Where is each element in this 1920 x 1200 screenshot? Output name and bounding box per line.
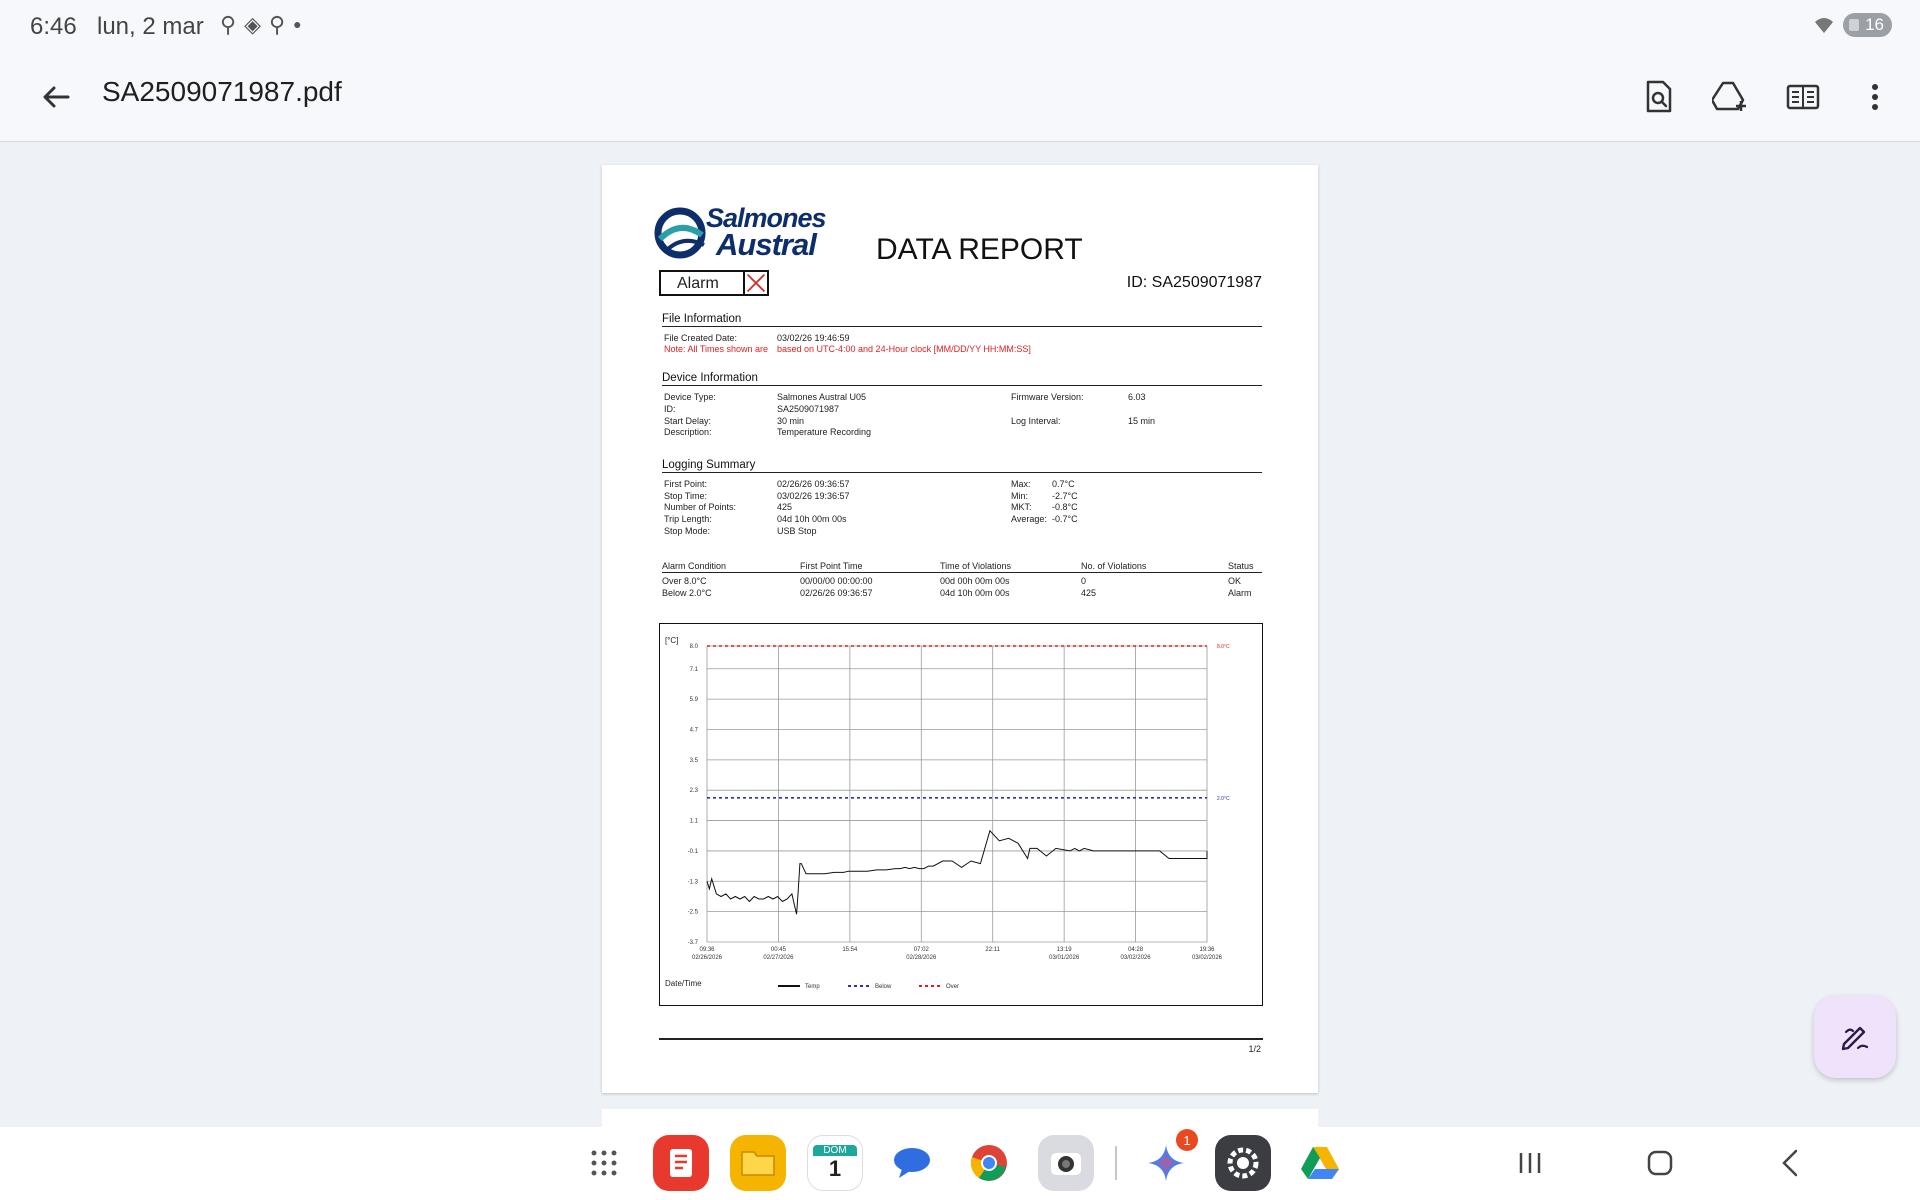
summary-label: Stop Time: — [664, 491, 708, 501]
chrome-button[interactable] — [961, 1135, 1017, 1191]
y-axis-label: [°C] — [665, 636, 679, 645]
device-value: Salmones Austral U05 — [777, 392, 867, 402]
add-to-drive-button[interactable] — [1706, 72, 1756, 122]
y-tick-label: 2.3 — [689, 788, 698, 795]
alarm-table-cell: 04d 10h 00m 00s — [940, 588, 1010, 598]
stat-value: 0.7°C — [1052, 479, 1075, 489]
dock-separator — [1115, 1146, 1117, 1180]
y-tick-label: 7.1 — [689, 666, 698, 673]
alarm-table-cell: Below 2.0°C — [662, 588, 712, 598]
summary-value: 02/26/26 09:36:57 — [777, 479, 850, 489]
stat-label: Min: — [1011, 491, 1029, 501]
summary-label: Stop Mode: — [664, 526, 711, 536]
annotate-button[interactable] — [1814, 996, 1896, 1078]
notes-app-button[interactable] — [653, 1135, 709, 1191]
more-notifications-dot-icon: ● — [293, 16, 302, 32]
temperature-series-line — [707, 831, 1207, 915]
firmware-value: 6.03 — [1128, 392, 1146, 402]
report-id: ID: SA2509071987 — [1126, 274, 1262, 291]
company-logo — [654, 203, 834, 263]
my-files-icon — [739, 1147, 777, 1179]
find-in-document-button[interactable] — [1634, 72, 1684, 122]
device-value: SA2509071987 — [777, 404, 840, 414]
summary-label: First Point: — [664, 479, 708, 489]
legend-label: Temp — [805, 984, 820, 990]
summary-label: Trip Length: — [664, 514, 712, 524]
y-tick-label: -0.1 — [687, 848, 698, 855]
x-tick-label: 09:36 — [699, 947, 715, 953]
app-dock — [576, 1132, 1348, 1191]
drive-icon — [1300, 1145, 1340, 1181]
alarm-table-cell: Over 8.0°C — [662, 576, 707, 586]
stat-value: -0.7°C — [1052, 514, 1078, 524]
wifi-icon — [1813, 16, 1835, 34]
alarm-table-cell: 00d 00h 00m 00s — [940, 576, 1010, 586]
device-label: Device Type: — [664, 392, 716, 402]
summary-label: Number of Points: — [664, 502, 737, 512]
x-tick-date-label: 02/28/2026 — [906, 955, 937, 961]
log-interval-value: 15 min — [1128, 416, 1156, 426]
summary-value: 425 — [777, 502, 793, 512]
home-icon — [1647, 1150, 1673, 1176]
device-info-heading: Device Information — [662, 372, 1262, 386]
time-note-label: Note: All Times shown are — [664, 344, 769, 354]
firmware-label: Firmware Version: — [1011, 392, 1084, 402]
logo-text-austral: Austral — [716, 227, 816, 262]
alarm-table-cell: OK — [1228, 576, 1242, 586]
report-title: DATA REPORT — [876, 233, 1083, 266]
usb-icon: ⚲ — [269, 12, 286, 37]
x-tick-label: 22:11 — [985, 947, 1001, 953]
more-options-button[interactable] — [1850, 72, 1900, 122]
messages-icon — [892, 1145, 932, 1181]
status-date: lun, 2 mar — [97, 13, 204, 40]
back-arrow-icon[interactable] — [36, 77, 76, 117]
x-tick-label: 15:54 — [842, 947, 858, 953]
gemini-button[interactable] — [1138, 1132, 1194, 1191]
x-tick-date-label: 03/02/2026 — [1191, 955, 1223, 961]
calendar-weekday: DOM — [813, 1145, 857, 1156]
device-value: 30 min — [777, 416, 805, 426]
calendar-day: 1 — [828, 1155, 842, 1181]
device-value: Temperature Recording — [777, 427, 872, 437]
settings-icon — [1224, 1144, 1262, 1182]
threshold-label: 2.0°C — [1217, 795, 1230, 802]
battery-indicator: 16 — [1843, 13, 1892, 37]
alarm-table-cell: 02/26/26 09:36:57 — [800, 588, 873, 598]
x-tick-date-label: 03/02/2026 — [1120, 955, 1151, 961]
alarm-table-header: Time of Violations — [940, 561, 1012, 571]
summary-value: USB Stop — [777, 526, 817, 536]
page-footer-line — [659, 1038, 1263, 1040]
legend-label: Over — [946, 984, 960, 990]
camera-button[interactable] — [1038, 1135, 1094, 1191]
pdf-page-2 — [602, 1109, 1318, 1127]
alarm-table-cell: 425 — [1081, 588, 1097, 598]
page-number: 1/2 — [1248, 1044, 1261, 1054]
file-info-heading: File Information — [662, 313, 1262, 327]
x-tick-date-label: 03/01/2026 — [1049, 955, 1080, 961]
app-bar — [0, 52, 1920, 142]
x-tick-label: 13:19 — [1056, 947, 1072, 953]
calendar-button[interactable] — [807, 1135, 863, 1191]
logo-text-salmones: Salmones — [706, 203, 826, 233]
y-tick-label: 4.7 — [689, 727, 698, 734]
alarm-table-divider — [662, 572, 1262, 573]
alarm-table-cell: 00/00/00 00:00:00 — [800, 576, 873, 586]
alarm-table-header: Status — [1228, 561, 1254, 571]
salmon-logo-mark-icon — [654, 205, 708, 261]
x-tick-label: 19:36 — [1199, 947, 1215, 953]
y-tick-label: -2.5 — [687, 909, 698, 916]
pdf-page-1 — [602, 165, 1318, 1093]
home-button[interactable] — [1640, 1145, 1680, 1181]
file-created-label: File Created Date: — [664, 333, 738, 343]
usb-icon: ⚲ — [220, 12, 237, 37]
notes-app-icon — [665, 1145, 697, 1181]
alarm-table-header: Alarm Condition — [662, 561, 727, 571]
alarm-x-icon — [743, 270, 769, 296]
y-tick-label: -1.3 — [687, 879, 698, 886]
stat-value: -0.8°C — [1052, 502, 1078, 512]
alarm-table-header: No. of Violations — [1081, 561, 1147, 571]
status-notification-icons — [220, 12, 302, 38]
reading-mode-button[interactable] — [1778, 72, 1828, 122]
y-tick-label: -3.7 — [687, 940, 698, 946]
device-label: ID: — [664, 404, 676, 414]
x-tick-date-label: 02/26/2026 — [691, 955, 723, 961]
x-axis-label: Date/Time — [665, 979, 702, 988]
reading-mode-icon — [1786, 84, 1820, 110]
find-in-document-icon — [1644, 80, 1674, 114]
settings-button[interactable] — [1215, 1135, 1271, 1191]
my-files-button[interactable] — [730, 1135, 786, 1191]
temperature-chart-svg — [660, 624, 1261, 1004]
more-options-icon — [1871, 83, 1879, 111]
alarm-label: Alarm — [677, 275, 719, 292]
summary-value: 03/02/26 19:36:57 — [777, 491, 850, 501]
logging-summary-heading: Logging Summary — [662, 459, 1262, 473]
app-drawer-icon — [590, 1149, 618, 1177]
file-created-value: 03/02/26 19:46:59 — [777, 333, 850, 343]
pdf-viewer[interactable] — [0, 142, 1920, 1127]
drive-button[interactable] — [1292, 1135, 1348, 1191]
chrome-icon — [969, 1143, 1009, 1183]
x-tick-label: 07:02 — [913, 947, 929, 953]
taskbar — [0, 1127, 1920, 1200]
x-tick-label: 00:45 — [770, 947, 786, 953]
x-tick-label: 04:28 — [1128, 947, 1144, 953]
document-title: SA2509071987.pdf — [102, 76, 342, 107]
back-button[interactable] — [1770, 1145, 1810, 1181]
x-tick-date-label: 02/27/2026 — [763, 955, 794, 961]
summary-value: 04d 10h 00m 00s — [777, 514, 847, 524]
log-interval-label: Log Interval: — [1011, 416, 1061, 426]
recent-apps-icon — [1517, 1151, 1543, 1175]
add-to-drive-icon — [1712, 81, 1750, 113]
notification-badge: 1 — [1176, 1129, 1198, 1151]
legend-label: Below — [875, 984, 892, 990]
recent-apps-button[interactable] — [1510, 1145, 1550, 1181]
stat-label: Max: — [1011, 479, 1031, 489]
y-tick-label: 3.5 — [689, 757, 698, 764]
alarm-table-cell: 0 — [1081, 576, 1087, 586]
back-chevron-icon — [1780, 1149, 1800, 1177]
stat-value: -2.7°C — [1052, 491, 1078, 501]
app-drawer-button[interactable] — [576, 1135, 632, 1191]
developer-icon: ◈ — [244, 12, 262, 37]
device-label: Description: — [664, 427, 712, 437]
alarm-table-header: First Point Time — [800, 561, 863, 571]
y-tick-label: 8.0 — [689, 644, 698, 650]
alarm-table-cell: Alarm — [1228, 588, 1252, 598]
stat-label: Average: — [1011, 514, 1047, 524]
camera-icon — [1048, 1145, 1084, 1181]
pen-annotate-icon — [1838, 1020, 1872, 1054]
messages-button[interactable] — [884, 1135, 940, 1191]
temperature-chart — [659, 623, 1263, 1006]
status-bar — [0, 0, 1920, 52]
y-tick-label: 1.1 — [689, 818, 698, 825]
device-label: Start Delay: — [664, 416, 712, 426]
status-time: 6:46 — [30, 13, 77, 40]
time-note-value: based on UTC-4:00 and 24-Hour clock [MM/DD/YY HH:MM:SS] — [777, 344, 1031, 354]
stat-label: MKT: — [1011, 502, 1032, 512]
y-tick-label: 5.9 — [689, 697, 698, 704]
threshold-label: 8.0°C — [1217, 644, 1230, 650]
alarm-status-box — [659, 270, 769, 296]
